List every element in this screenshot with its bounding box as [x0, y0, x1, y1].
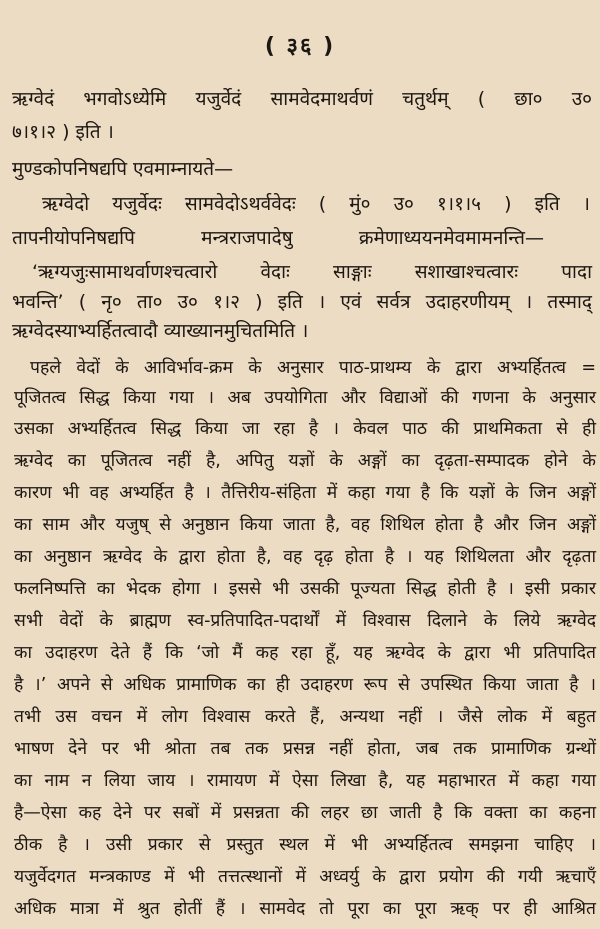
sanskrit-line: ऋग्वेदं भगवोऽध्येमि यजुर्वेदं सामवेदमाथर्वणं चतुर्थम् ( छा० उ० [12, 88, 592, 110]
hindi-line: का अनुष्ठान ऋग्वेद के द्वारा होता है, वह दृढ़ होता है । यह शिथिलता और दृढ़ता [14, 547, 596, 567]
hindi-line: उसका अभ्यर्हितत्व सिद्ध किया जा रहा है । केवल पाठ की प्राथमिकता से ही [14, 419, 596, 439]
sanskrit-line: मुण्डकोपनिषद्यपि एवमाम्नायते— [12, 158, 234, 180]
hindi-line: पूजितत्व सिद्ध किया गया । अब उपयोगिता और विद्याओं की गणना के अनुसार [14, 388, 596, 408]
hindi-line: अधिक मात्रा में श्रुत होतीं हैं । सामवेद तो पूरा का पूरा ऋक् पर ही आश्रित [14, 899, 596, 919]
hindi-line: भाषण देने पर भी श्रोता तब तक प्रसन्न नहीं होता, जब तक प्रामाणिक ग्रन्थों [14, 739, 596, 759]
sanskrit-line: तापनीयोपनिषद्यपि मन्त्रराजपादेषु क्रमेणाध्ययनमेवमामनन्ति— [12, 227, 544, 249]
sanskrit-line: ऋग्वेदस्याभ्यर्हितत्वादौ व्याख्यानमुचितमिति । [12, 320, 309, 342]
hindi-line: है ।’ अपने से अधिक प्रामाणिक का ही उदाहरण रूप से उपस्थित किया जाता है । [14, 675, 596, 695]
hindi-line: तभी उस वचन में लोग विश्वास करते हैं, अन्यथा नहीं । जैसे लोक में बहुत [14, 707, 596, 727]
sanskrit-line: भवन्ति’ ( नृ० ता० उ० १।२ ) इति । एवं सर्वत्र उदाहरणीयम् । तस्माद् [12, 291, 592, 313]
hindi-line: ऋग्वेद का पूजितत्व नहीं है, अपितु यज्ञों के अङ्गों का दृढ़ता-सम्पादक होने के [14, 451, 596, 471]
sanskrit-line: ‘ऋग्यजुःसामाथर्वाणश्चत्वारो वेदाः साङ्गाः सशाखाश्चत्वारः पादा [32, 261, 592, 283]
hindi-line: कारण भी वह अभ्यर्हित है । तैत्तिरीय-संहिता में कहा गया है कि यज्ञों के जिन अङ्गों [14, 483, 596, 503]
hindi-line: यजुर्वेदगत मन्त्रकाण्ड में भी तत्तत्स्थानों में अध्वर्यु के द्वारा प्रयोग की गयी ऋचाएँ [14, 867, 596, 887]
hindi-line: पहले वेदों के आविर्भाव-क्रम के अनुसार पाठ-प्राथम्य के द्वारा अभ्यर्हितत्व = [30, 358, 596, 378]
hindi-line: का साम और यजुष् से अनुष्ठान किया जाता है, वह शिथिल होता है और जिन अङ्गों [14, 515, 596, 535]
hindi-line: का उदाहरण देते हैं कि ‘जो मैं कह रहा हूँ, यह ऋग्वेद के द्वारा भी प्रतिपादित [14, 643, 596, 663]
hindi-line: है—ऐसा कह देने पर सबों में प्रसन्नता की लहर छा जाती है कि वक्ता का कहना [14, 803, 596, 823]
sanskrit-line: ऋग्वेदो यजुर्वेदः सामवेदोऽथर्ववेदः ( मुं० उ० १।१।५ ) इति । [42, 193, 590, 215]
hindi-line: ठीक है । उसी प्रकार से प्रस्तुत स्थल में भी अभ्यर्हितत्व समझना चाहिए । [14, 835, 596, 855]
hindi-line: सभी वेदों के ब्राह्मण स्व-प्रतिपादित-पदार्थों में विश्वास दिलाने के लिये ऋग्वेद [14, 611, 596, 631]
hindi-line: फलनिष्पत्ति का भेदक होगा । इससे भी उसकी पूज्यता सिद्ध होती है । इसी प्रकार [14, 579, 596, 599]
page-number: ( ३६ ) [264, 34, 336, 59]
sanskrit-line: ७।१।२ ) इति । [12, 121, 114, 143]
hindi-line: का नाम न लिया जाय । रामायण में ऐसा लिखा है, यह महाभारत में कहा गया [14, 771, 596, 791]
